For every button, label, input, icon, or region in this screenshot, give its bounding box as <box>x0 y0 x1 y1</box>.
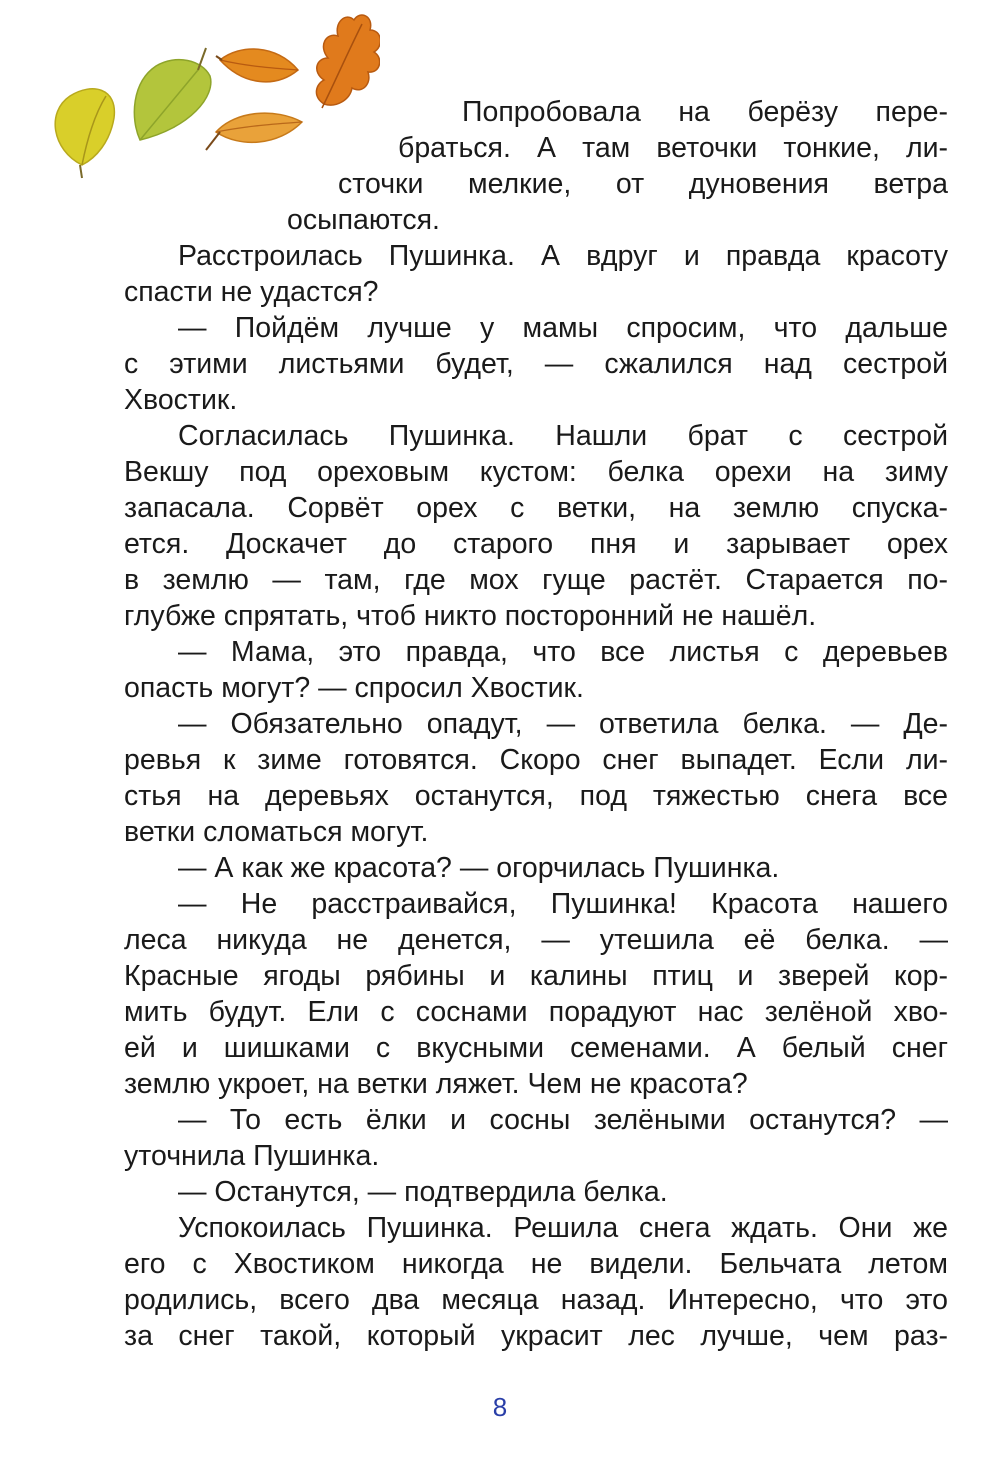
text-line-27: ей и шишками с вкусными семенами. А белый снег <box>124 1032 948 1064</box>
text-line-7: — Пойдём лучше у мамы спросим, что дальше <box>178 312 948 344</box>
text-line-11: Векшу под ореховым кустом: белка орехи на зиму <box>124 456 948 488</box>
page-number: 8 <box>492 1392 508 1422</box>
text-line-21: ветки сломаться могут. <box>124 816 429 848</box>
orange-leaf-top <box>216 49 298 82</box>
text-line-23: — Не расстраивайся, Пушинка! Красота нашего <box>178 888 948 920</box>
text-line-2: браться. А там веточки тонкие, ли- <box>398 132 948 164</box>
text-line-13: ется. Доскачет до старого пня и зарывает орех <box>124 528 948 560</box>
text-line-3: сточки мелкие, от дуновения ветра <box>338 168 948 200</box>
text-line-5: Расстроилась Пушинка. А вдруг и правда красоту <box>178 240 948 272</box>
text-line-8: с этими листьями будет, — сжалился над сестрой <box>124 348 948 380</box>
text-line-28: землю укроет, на ветки ляжет. Чем не красота? <box>124 1068 748 1100</box>
text-line-32: Успокоилась Пушинка. Решила снега ждать. Они же <box>178 1212 948 1244</box>
text-line-33: его с Хвостиком никогда не видели. Бельчата летом <box>124 1248 948 1280</box>
orange-leaf-bottom <box>206 113 302 150</box>
autumn-leaves-illustration <box>40 0 380 190</box>
oak-leaf <box>316 15 380 108</box>
yellow-birch-leaf <box>55 89 114 178</box>
text-line-24: леса никуда не денется, — утешила её белка. — <box>124 924 948 956</box>
text-line-15: глубже спрятать, чтоб никто посторонний не нашёл. <box>124 600 817 632</box>
text-line-26: мить будут. Ели с соснами порадуют нас зелёной хво- <box>124 996 948 1028</box>
text-line-31: — Останутся, — подтвердила белка. <box>178 1176 668 1208</box>
text-line-9: Хвостик. <box>124 384 238 416</box>
text-line-17: опасть могут? — спросил Хвостик. <box>124 672 584 704</box>
text-line-22: — А как же красота? — огорчилась Пушинка. <box>178 852 780 884</box>
text-line-12: запасала. Сорвёт орех с ветки, на землю спуска- <box>124 492 948 524</box>
text-line-14: в землю — там, где мох гуще растёт. Старается по- <box>124 564 948 596</box>
text-line-19: ревья к зиме готовятся. Скоро снег выпадет. Если ли- <box>124 744 948 776</box>
text-line-4: осыпаются. <box>287 204 440 236</box>
text-line-20: стья на деревьях останутся, под тяжестью снега все <box>124 780 948 812</box>
text-line-34: родились, всего два месяца назад. Интересно, что это <box>124 1284 948 1316</box>
text-line-35: за снег такой, который украсит лес лучше, чем раз- <box>124 1320 948 1352</box>
green-birch-leaf <box>134 48 211 140</box>
text-line-16: — Мама, это правда, что все листья с деревьев <box>178 636 948 668</box>
text-line-25: Красные ягоды рябины и калины птиц и зверей кор- <box>124 960 948 992</box>
text-line-30: уточнила Пушинка. <box>124 1140 380 1172</box>
text-line-10: Согласилась Пушинка. Нашли брат с сестрой <box>178 420 948 452</box>
text-line-18: — Обязательно опадут, — ответила белка. — Де- <box>178 708 948 740</box>
text-line-6: спасти не удастся? <box>124 276 379 308</box>
text-line-29: — То есть ёлки и сосны зелёными останутся? — <box>178 1104 948 1136</box>
text-line-1: Попробовала на берёзу пере- <box>462 96 948 128</box>
